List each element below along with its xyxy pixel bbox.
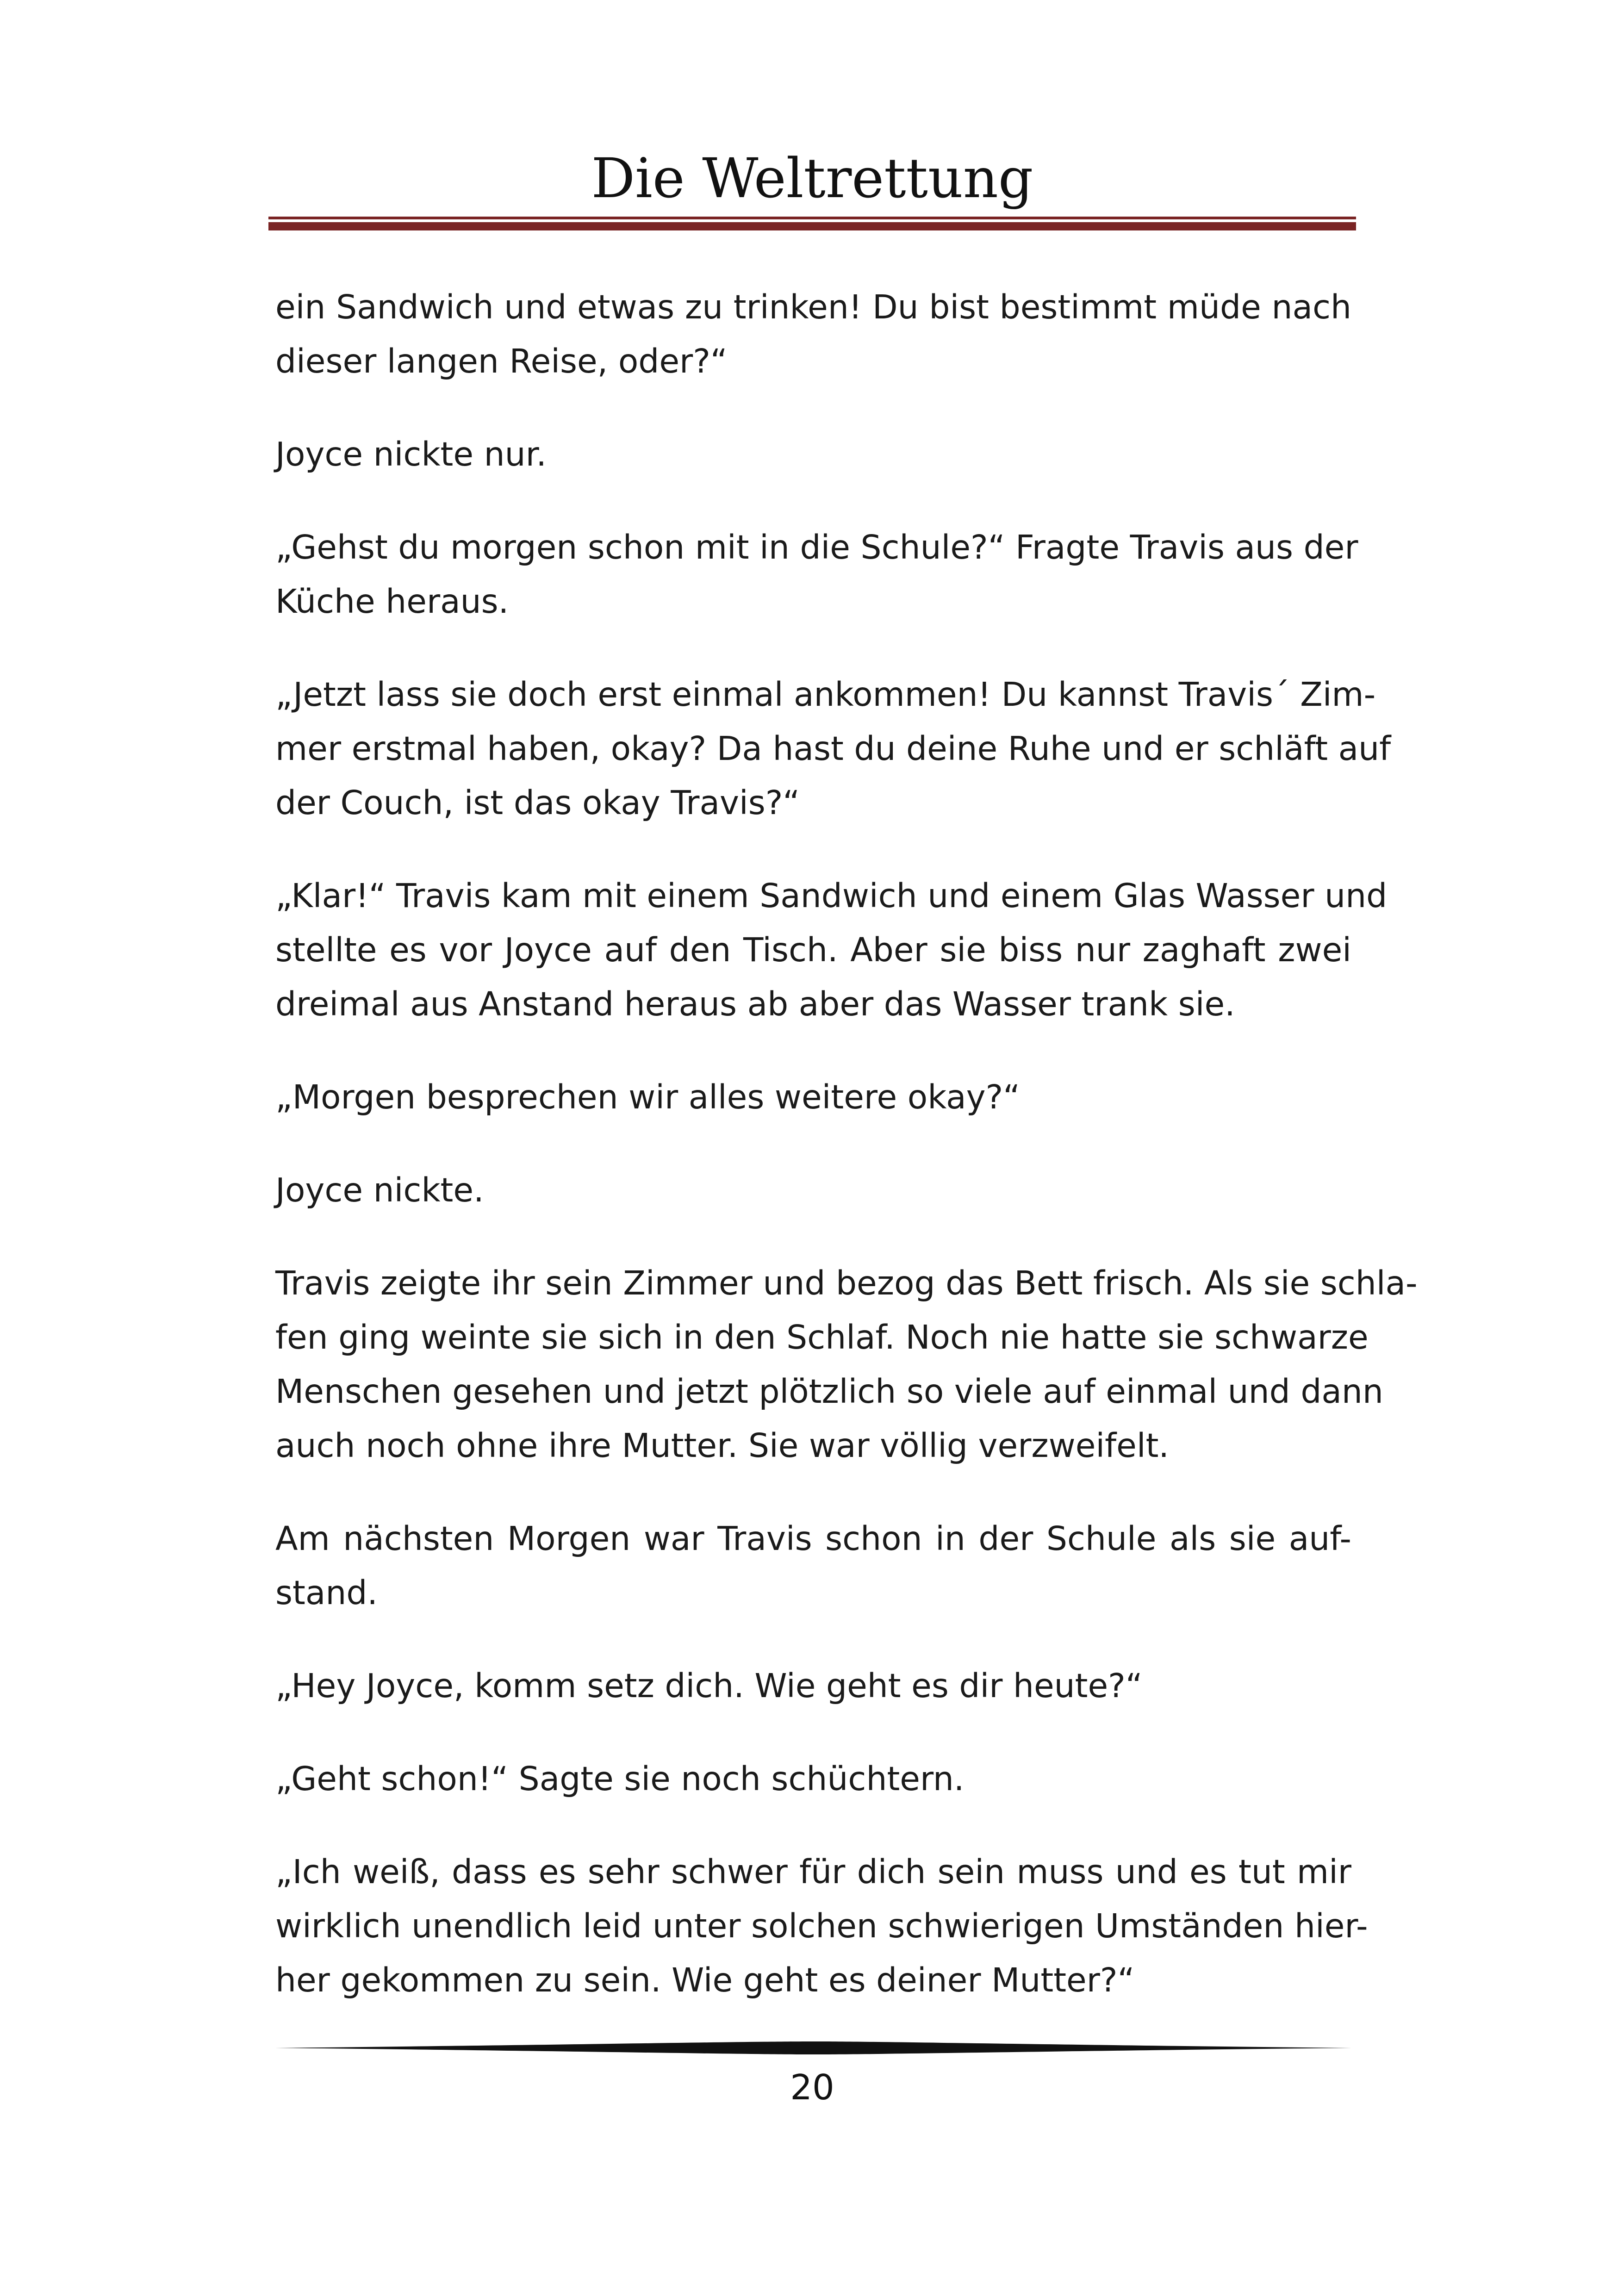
text-line: Menschen gesehen und jetzt plötzlich so viele auf einmal und dann bbox=[275, 1372, 1383, 1411]
paragraph bbox=[275, 1512, 1351, 1620]
paragraph bbox=[275, 1845, 1368, 2007]
paragraph bbox=[275, 869, 1388, 1031]
text-line: „Geht schon!“ Sagte sie noch schüchtern. bbox=[275, 1760, 965, 1798]
paragraph bbox=[275, 1070, 1351, 1124]
text-line: wirklich unendlich leid unter solchen schwierigen Umständen hier- bbox=[275, 1907, 1368, 1945]
text-line: „Gehst du morgen schon mit in die Schule?“ Fragte Travis aus der bbox=[275, 528, 1358, 566]
text-line: dieser langen Reise, oder?“ bbox=[275, 342, 728, 380]
paragraph bbox=[275, 520, 1358, 628]
text-line: her gekommen zu sein. Wie geht es deiner Mutter?“ bbox=[275, 1961, 1135, 1999]
body-text bbox=[275, 280, 1418, 2046]
text-line: Am nächsten Morgen war Travis schon in der Schule als sie auf- bbox=[275, 1519, 1351, 1558]
text-line: „Morgen besprechen wir alles weitere okay?“ bbox=[275, 1078, 1021, 1116]
text-line: stand. bbox=[275, 1574, 378, 1612]
text-line: mer erstmal haben, okay? Da hast du deine Ruhe und er schläft auf bbox=[275, 729, 1391, 768]
page-title: Die Weltrettung bbox=[591, 146, 1033, 210]
paragraph bbox=[275, 1163, 1351, 1217]
paragraph bbox=[275, 1659, 1351, 1713]
paragraph bbox=[275, 280, 1351, 388]
header-rule-thick bbox=[268, 222, 1356, 230]
text-line: Joyce nickte. bbox=[275, 1171, 484, 1209]
text-line: stellte es vor Joyce auf den Tisch. Aber sie biss nur zaghaft zwei bbox=[275, 931, 1351, 969]
footer-rule bbox=[275, 2039, 1351, 2057]
paragraph bbox=[275, 667, 1391, 830]
text-line: Küche heraus. bbox=[275, 582, 509, 621]
text-line: ein Sandwich und etwas zu trinken! Du bist bestimmt müde nach bbox=[275, 288, 1351, 326]
text-line: dreimal aus Anstand heraus ab aber das Wasser trank sie. bbox=[275, 985, 1235, 1023]
text-line: Joyce nickte nur. bbox=[275, 435, 547, 473]
paragraph bbox=[275, 427, 1351, 481]
text-line: „Jetzt lass sie doch erst einmal ankommen! Du kannst Travis´ Zim- bbox=[275, 675, 1376, 714]
paragraph bbox=[275, 1752, 1351, 1806]
page-header bbox=[268, 139, 1356, 231]
text-line: auch noch ohne ihre Mutter. Sie war völlig verzweifelt. bbox=[275, 1426, 1169, 1465]
page-number: 20 bbox=[790, 2067, 834, 2108]
text-line: der Couch, ist das okay Travis?“ bbox=[275, 784, 800, 822]
text-line: fen ging weinte sie sich in den Schlaf. Noch nie hatte sie schwarze bbox=[275, 1318, 1369, 1356]
header-rule-thin bbox=[268, 217, 1356, 219]
text-line: „Hey Joyce, komm setz dich. Wie geht es dir heute?“ bbox=[275, 1667, 1143, 1705]
text-line: „Ich weiß, dass es sehr schwer für dich sein muss und es tut mir bbox=[275, 1853, 1351, 1891]
text-line: Travis zeigte ihr sein Zimmer und bezog das Bett frisch. Als sie schla- bbox=[275, 1264, 1418, 1302]
text-line: „Klar!“ Travis kam mit einem Sandwich und einem Glas Wasser und bbox=[275, 877, 1388, 915]
paragraph bbox=[275, 1256, 1418, 1473]
